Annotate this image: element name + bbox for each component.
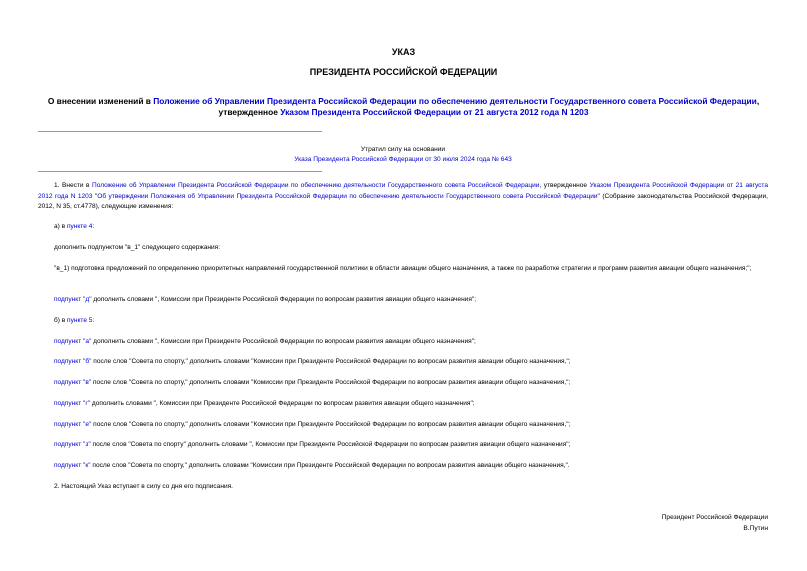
subclause-a-add: дополнить подпунктом "в_1" следующего содержания:: [54, 244, 221, 251]
list-item: [38, 399, 768, 410]
title-link-decree[interactable]: Указом Президента Российской Федерации от 21 августа 2012 года N 1203: [280, 107, 589, 117]
list-item: [38, 357, 768, 368]
title-mid: , утвержденное: [218, 96, 760, 117]
doc-type-heading: УКАЗ: [391, 47, 416, 57]
clause-2: 2. Настоящий Указ вступает в силу со дня его подписания.: [54, 483, 233, 490]
subitem-text: после слов "Совета по спорту" дополнить словами ", Комиссии при Президенте Российской Федерации по вопросам развития авиации общего назначения";: [90, 441, 571, 448]
repeal-decree-link[interactable]: Указа Президента Российской Федерации от 30 июля 2024 года № 643: [294, 156, 512, 163]
subitem-d-text: дополнить словами ", Комиссии при Президенте Российской Федерации по вопросам развития авиации общего назначения";: [91, 296, 477, 303]
list-item: [38, 337, 768, 348]
subclause-b: [38, 316, 768, 327]
signatory-name: В.Путин: [743, 524, 768, 532]
subitem-link[interactable]: подпункт "з": [54, 441, 91, 448]
clause-1-prefix: 1. Внести в: [54, 182, 93, 189]
subitem-link[interactable]: подпункт "к": [54, 462, 91, 469]
document-title: [40, 96, 767, 118]
subitem-text: дополнить словами ", Комиссии при Президенте Российской Федерации по вопросам развития авиации общего назначения";: [91, 338, 476, 345]
subitem-text: после слов "Совета по спорту," дополнить словами "Комиссии при Президенте Российской Федерации по вопросам развития авиации общего назначения,";: [91, 358, 571, 365]
top-divider: [38, 131, 322, 132]
bottom-divider: [38, 171, 322, 172]
clause-1-link-regulation[interactable]: Положение об Управлении Президента Российской Федерации по обеспечению деятельности Государственного совета Российской Федерации: [92, 182, 540, 189]
list-item: [38, 378, 768, 389]
clause-1-link-approval[interactable]: Об утверждении Положения об Управлении Президента Российской Федерации по обеспечению деятельности Государственного совета Российской Федерации: [97, 192, 598, 200]
subitem-link[interactable]: подпункт "в": [54, 379, 92, 386]
subitem-text: дополнить словами ", Комиссии при Президенте Российской Федерации по вопросам развития авиации общего назначения";: [90, 400, 475, 407]
subitem-d-link[interactable]: подпункт "д": [54, 296, 92, 303]
list-item: [38, 420, 768, 431]
signature-block: [662, 513, 768, 534]
point-5-link[interactable]: пункте 5: [67, 317, 93, 324]
subclause-b-prefix: б) в: [54, 317, 68, 324]
subitem-text: после слов "Совета по спорту," дополнить словами "Комиссии при Президенте Российской Федерации по вопросам развития авиации общего назначения,";: [91, 379, 571, 386]
clause-1: [38, 181, 768, 213]
issuer-heading: ПРЕЗИДЕНТА РОССИЙСКОЙ ФЕДЕРАЦИИ: [309, 67, 498, 77]
subitem-link[interactable]: подпункт "г": [54, 400, 91, 407]
subitem-text: после слов "Совета по спорту," дополнить словами "Комиссии при Президенте Российской Федерации по вопросам развития авиации общего назначения,".: [90, 462, 570, 469]
subclause-a-prefix: а) в: [54, 223, 67, 230]
repeal-note-text: Утратил силу на основании: [360, 146, 446, 153]
title-prefix: О внесении изменений в: [47, 96, 154, 106]
subitem-link[interactable]: подпункт "е": [54, 421, 92, 428]
subclause-a-suffix: :: [92, 223, 95, 230]
clause-1-suffix: " (Собрание законодательства Российской Федерации, 2012, N 35, ст.4778), следующие изменения:: [38, 192, 768, 210]
point-4-link[interactable]: пункте 4: [66, 223, 93, 230]
subclause-a-quote: "в_1) подготовка предложений по определению приоритетных направлений государственной политики в области авиации общего назначения, а также по разработке стратегии и программ развития авиации общего назначения;";: [54, 265, 752, 272]
subclause-a: [38, 222, 768, 233]
signatory-position: Президент Российской Федерации: [661, 514, 768, 521]
subitem-link[interactable]: подпункт "а": [54, 338, 92, 345]
subclause-a-item-d: [38, 295, 768, 306]
clause-1-mid1: , утвержденное: [539, 182, 590, 189]
subitem-link[interactable]: подпункт "б": [54, 358, 92, 365]
subitem-text: после слов "Совета по спорту," дополнить словами "Комиссии при Президенте Российской Федерации по вопросам развития авиации общего назначения,";: [91, 421, 571, 428]
title-link-regulation[interactable]: Положение об Управлении Президента Российской Федерации по обеспечению деятельности Государственного совета Российской Федерации: [153, 96, 757, 106]
clause-1-link-decree[interactable]: Указом Президента Российской Федерации от 21 августа 2012 года N 1203: [38, 182, 768, 200]
repeal-note-link-row: [38, 156, 768, 163]
subclause-b-suffix: :: [92, 317, 95, 324]
clause-1-mid2: ": [92, 192, 98, 200]
list-item: [38, 461, 768, 472]
list-item: [38, 440, 768, 451]
